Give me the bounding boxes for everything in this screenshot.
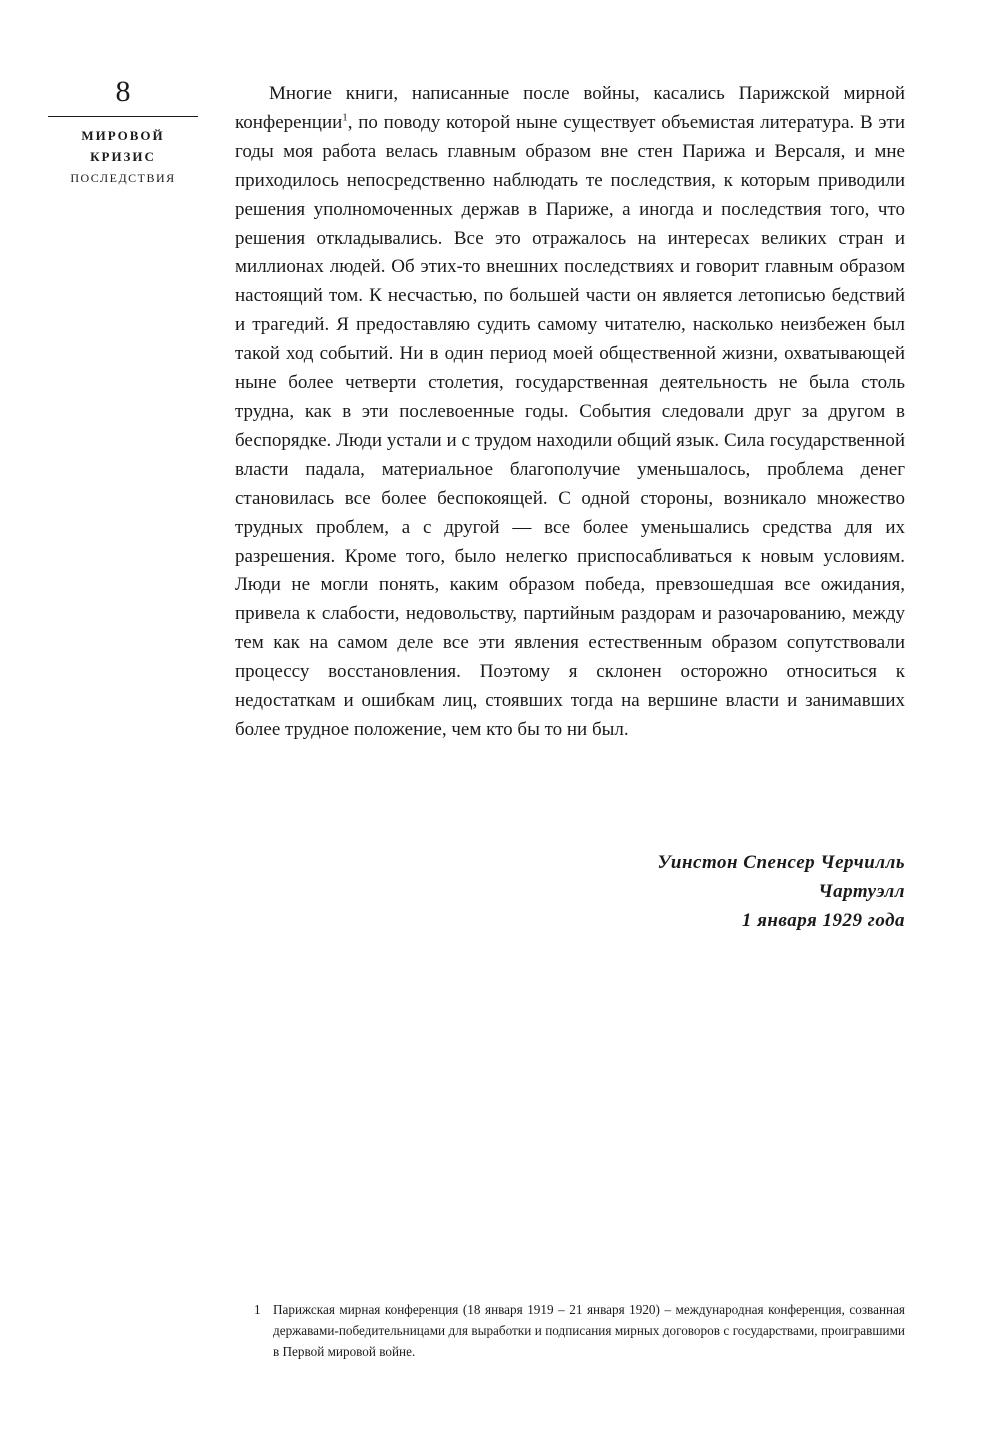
main-paragraph-part-1: Многие книги, написанные после войны, касались Парижской мирной конференции <box>235 83 905 133</box>
book-title-line-2: КРИЗИС <box>90 149 156 164</box>
main-paragraph <box>235 80 905 745</box>
book-subtitle: ПОСЛЕДСТВИЯ <box>70 171 176 185</box>
main-paragraph-part-2: , по поводу которой ныне существует объемистая литература. В эти годы моя работа велась главным образом вне стен Парижа и Версаля, и мне приходилось непосредственно наблюдать те последствия, к которым приводили решения уполномоченных держав в Париже, а иногда и последствия того, что решения откладывались. Все это отражалось на интересах великих стран и миллионах людей. Об этих-то внешних последствиях и говорит главным образом настоящий том. К несчастью, по большей части он является летописью бедствий и трагедий. Я предоставляю судить самому читателю, насколько неизбежен был такой ход событий. Ни в один период моей общественной жизни, охватывающей ныне более четверти столетия, государственная деятельность не была столь трудна, как в эти послевоенные годы. События следовали друг за другом в беспорядке. Люди устали и с трудом находили общий язык. Сила государственной власти падала, материальное благополучие уменьшалось, проблема денег становилась все более беспокоящей. С одной стороны, возникало множество трудных проблем, а с другой — все более уменьшались средства для их разрешения. Кроме того, было нелегко приспосабливаться к новым условиям. Люди не могли понять, каким образом победа, превзошедшая все ожидания, привела к слабости, недовольству, партийным раздорам и разочарованию, между тем как на самом деле все эти явления естественным образом сопутствовали процессу восстановления. Поэтому я склонен осторожно относиться к недостаткам и ошибкам лиц, стоявших тогда на вершине власти и занимавших более трудное положение, чем кто бы то ни был. <box>235 111 905 740</box>
book-title <box>48 125 198 167</box>
sidebar-divider <box>48 116 198 117</box>
book-title-line-1: МИРОВОЙ <box>81 128 165 143</box>
footnote-number: 1 <box>254 1302 261 1317</box>
signature-author: Уинстон Спенсер Черчилль <box>657 852 905 873</box>
signature-block <box>657 848 905 935</box>
footnote-text: Парижская мирная конференция (18 января 1919 – 21 января 1920) – международная конференция, созванная державами-победительницами для выработки и подписания мирных договоров с государствами, проигравшими в Первой мировой войне. <box>273 1302 905 1359</box>
page-number: 8 <box>115 75 131 108</box>
signature-date: 1 января 1929 года <box>741 910 905 931</box>
signature-place: Чартуэлл <box>818 881 905 902</box>
footnote-reference[interactable]: 1 <box>342 111 348 124</box>
sidebar <box>48 74 198 189</box>
footnote <box>254 1299 905 1362</box>
